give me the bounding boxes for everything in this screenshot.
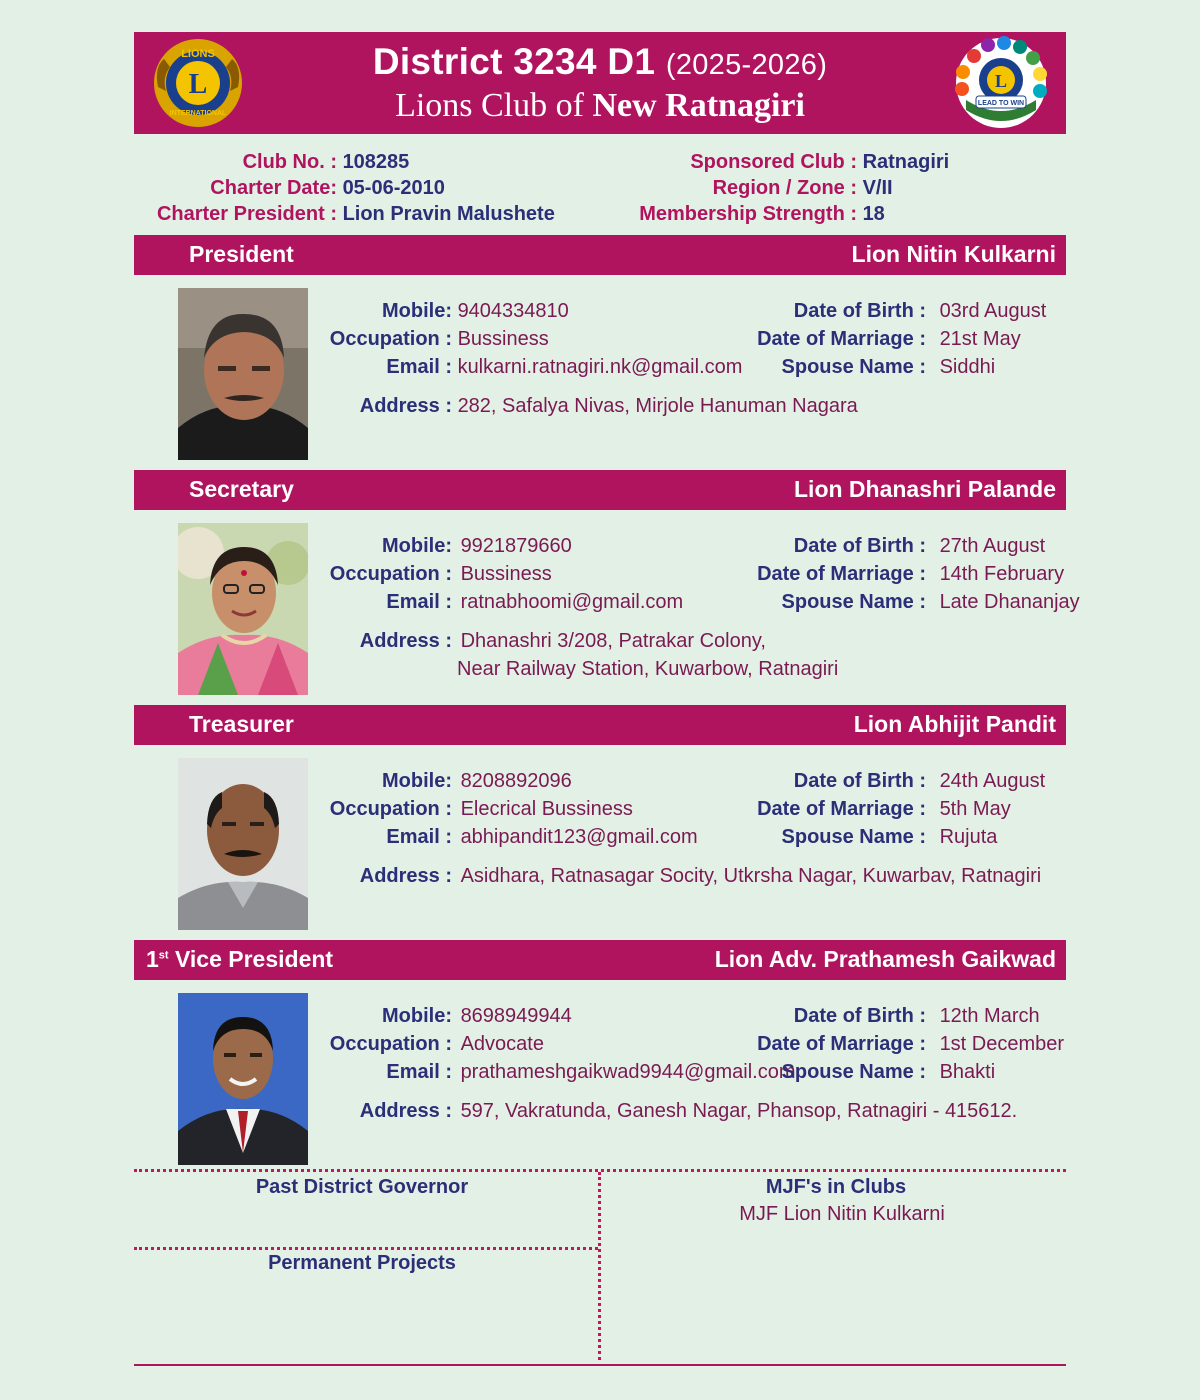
mobile-value: 9404334810 bbox=[457, 300, 569, 322]
footer-vertical-divider bbox=[598, 1172, 601, 1360]
treasurer-occupation bbox=[300, 798, 633, 821]
region-zone-value: V/II bbox=[862, 177, 893, 199]
vice-president-spouse bbox=[700, 1061, 995, 1084]
president-name: Lion Nitin Kulkarni bbox=[851, 241, 1056, 267]
dob-label: Date of Birth : bbox=[793, 535, 926, 557]
club-no-label: Club No. : bbox=[242, 151, 337, 173]
dom-label: Date of Marriage : bbox=[757, 328, 926, 350]
club-title bbox=[134, 87, 1066, 125]
vice-president-dom bbox=[700, 1033, 1064, 1056]
president-role: President bbox=[189, 241, 294, 267]
president-dom bbox=[700, 328, 1021, 351]
email-value: abhipandit123@gmail.com bbox=[460, 826, 698, 848]
email-label: Email : bbox=[386, 1061, 452, 1083]
occupation-label: Occupation : bbox=[329, 328, 452, 350]
club-no-row bbox=[150, 151, 409, 174]
club-info bbox=[0, 150, 1200, 230]
dom-value: 14th February bbox=[939, 563, 1065, 585]
treasurer-bar bbox=[134, 705, 1066, 745]
club-prefix: Lions Club of bbox=[395, 87, 584, 124]
charter-president-value: Lion Pravin Malushete bbox=[342, 203, 555, 225]
treasurer-address bbox=[300, 865, 1041, 888]
footer-bottom-line bbox=[134, 1364, 1066, 1366]
secretary-occupation bbox=[300, 563, 552, 586]
mobile-label: Mobile: bbox=[382, 300, 452, 322]
logo-left-top-text: LIONS bbox=[181, 48, 215, 60]
secretary-dom bbox=[700, 563, 1064, 586]
treasurer-spouse bbox=[700, 826, 997, 849]
president-address bbox=[300, 395, 858, 418]
spouse-label: Spouse Name : bbox=[781, 356, 926, 378]
president-occupation bbox=[300, 328, 549, 351]
membership-value: 18 bbox=[862, 203, 885, 225]
sponsored-club-label: Sponsored Club : bbox=[690, 151, 857, 173]
dob-label: Date of Birth : bbox=[793, 770, 926, 792]
secretary-name: Lion Dhanashri Palande bbox=[794, 476, 1056, 502]
charter-date-row bbox=[150, 177, 445, 200]
dob-value: 12th March bbox=[939, 1005, 1040, 1027]
mobile-value: 8208892096 bbox=[460, 770, 572, 792]
president-details bbox=[0, 300, 1200, 440]
spouse-value: Bhakti bbox=[939, 1061, 996, 1083]
address-label: Address : bbox=[359, 395, 452, 417]
district-title bbox=[134, 41, 1066, 83]
past-district-governor-title: Past District Governor bbox=[255, 1176, 469, 1198]
spouse-label: Spouse Name : bbox=[781, 591, 926, 613]
email-label: Email : bbox=[386, 591, 452, 613]
president-spouse bbox=[700, 356, 995, 379]
dom-value: 5th May bbox=[939, 798, 1011, 820]
email-value: prathameshgaikwad9944@gmail.com bbox=[460, 1061, 796, 1083]
treasurer-details bbox=[0, 770, 1200, 910]
secretary-spouse bbox=[700, 591, 1080, 614]
role-suffix: st bbox=[158, 949, 169, 962]
secretary-bar bbox=[134, 470, 1066, 510]
mobile-value: 8698949944 bbox=[460, 1005, 572, 1027]
region-zone-row bbox=[620, 177, 893, 200]
vice-president-details bbox=[0, 1005, 1200, 1145]
email-label: Email : bbox=[386, 356, 452, 378]
membership-label: Membership Strength : bbox=[639, 203, 857, 225]
occupation-value: Elecrical Bussiness bbox=[460, 798, 633, 820]
president-mobile bbox=[300, 300, 569, 323]
mobile-value: 9921879660 bbox=[460, 535, 572, 557]
charter-president-row bbox=[150, 203, 555, 226]
address-label: Address : bbox=[359, 865, 452, 887]
district-years: (2025-2026) bbox=[665, 49, 828, 81]
dob-value: 03rd August bbox=[939, 300, 1047, 322]
mjf-title: MJF's in Clubs bbox=[765, 1176, 907, 1198]
dom-label: Date of Marriage : bbox=[757, 563, 926, 585]
treasurer-mobile bbox=[300, 770, 572, 793]
club-name: New Ratnagiri bbox=[592, 87, 805, 124]
logo-right-text: LEAD TO WIN bbox=[977, 100, 1025, 107]
logo-left-letter: L bbox=[188, 69, 208, 100]
role-title: Vice President bbox=[174, 946, 334, 972]
dom-value: 1st December bbox=[939, 1033, 1065, 1055]
spouse-value: Late Dhananjay bbox=[939, 591, 1080, 613]
sponsored-club-row bbox=[620, 151, 949, 174]
mobile-label: Mobile: bbox=[382, 1005, 452, 1027]
charter-date-label: Charter Date: bbox=[210, 177, 337, 199]
occupation-value: Advocate bbox=[460, 1033, 544, 1055]
vice-president-role bbox=[146, 946, 333, 973]
secretary-address bbox=[300, 630, 766, 653]
vice-president-bar bbox=[134, 940, 1066, 980]
secretary-address-line2 bbox=[457, 658, 838, 681]
membership-row bbox=[620, 203, 885, 226]
dom-value: 21st May bbox=[939, 328, 1021, 350]
mobile-label: Mobile: bbox=[382, 770, 452, 792]
treasurer-role: Treasurer bbox=[189, 711, 294, 737]
mobile-label: Mobile: bbox=[382, 535, 452, 557]
address-label: Address : bbox=[359, 630, 452, 652]
vice-president-dob bbox=[700, 1005, 1040, 1028]
permanent-projects-title: Permanent Projects bbox=[268, 1252, 456, 1274]
district-name: District 3234 D1 bbox=[372, 41, 656, 82]
occupation-label: Occupation : bbox=[329, 798, 452, 820]
address-line2-value: Near Railway Station, Kuwarbow, Ratnagiri bbox=[457, 658, 839, 680]
address-value: 597, Vakratunda, Ganesh Nagar, Phansop, Ratnagiri - 415612. bbox=[460, 1100, 1018, 1122]
occupation-value: Bussiness bbox=[460, 563, 552, 585]
email-value: ratnabhoomi@gmail.com bbox=[460, 591, 684, 613]
email-label: Email : bbox=[386, 826, 452, 848]
spouse-value: Siddhi bbox=[939, 356, 996, 378]
vice-president-occupation bbox=[300, 1033, 544, 1056]
treasurer-dom bbox=[700, 798, 1011, 821]
spouse-label: Spouse Name : bbox=[781, 826, 926, 848]
address-value: Asidhara, Ratnasagar Socity, Utkrsha Nagar, Kuwarbav, Ratnagiri bbox=[460, 865, 1042, 887]
sponsored-club-value: Ratnagiri bbox=[862, 151, 950, 173]
mjf-value: MJF Lion Nitin Kulkarni bbox=[739, 1203, 945, 1225]
spouse-value: Rujuta bbox=[939, 826, 998, 848]
president-email bbox=[300, 356, 742, 379]
dom-label: Date of Marriage : bbox=[757, 1033, 926, 1055]
secretary-details bbox=[0, 535, 1200, 680]
logo-left-bottom-text: INTERNATIONAL bbox=[169, 110, 227, 117]
treasurer-email bbox=[300, 826, 698, 849]
secretary-role: Secretary bbox=[189, 476, 294, 502]
charter-president-label: Charter President : bbox=[156, 203, 337, 225]
vice-president-name: Lion Adv. Prathamesh Gaikwad bbox=[714, 946, 1056, 972]
secretary-dob bbox=[700, 535, 1045, 558]
dob-label: Date of Birth : bbox=[793, 1005, 926, 1027]
secretary-email bbox=[300, 591, 683, 614]
charter-date-value: 05-06-2010 bbox=[342, 177, 445, 199]
dom-label: Date of Marriage : bbox=[757, 798, 926, 820]
lead-to-win-logo bbox=[954, 36, 1048, 130]
dob-label: Date of Birth : bbox=[793, 300, 926, 322]
treasurer-name: Lion Abhijit Pandit bbox=[853, 711, 1056, 737]
spouse-label: Spouse Name : bbox=[781, 1061, 926, 1083]
club-no-value: 108285 bbox=[342, 151, 410, 173]
address-value: 282, Safalya Nivas, Mirjole Hanuman Nagara bbox=[457, 395, 858, 417]
occupation-value: Bussiness bbox=[457, 328, 549, 350]
occupation-label: Occupation : bbox=[329, 563, 452, 585]
address-label: Address : bbox=[359, 1100, 452, 1122]
footer-left-divider bbox=[134, 1247, 598, 1250]
president-dob bbox=[700, 300, 1046, 323]
vice-president-mobile bbox=[300, 1005, 572, 1028]
region-zone-label: Region / Zone : bbox=[712, 177, 857, 199]
role-number: 1 bbox=[146, 946, 159, 972]
header-banner bbox=[134, 32, 1066, 134]
email-value: kulkarni.ratnagiri.nk@gmail.com bbox=[457, 356, 743, 378]
dob-value: 27th August bbox=[939, 535, 1046, 557]
logo-right-letter: L bbox=[994, 71, 1008, 91]
secretary-mobile bbox=[300, 535, 572, 558]
vice-president-address bbox=[300, 1100, 1017, 1123]
treasurer-dob bbox=[700, 770, 1045, 793]
address-value: Dhanashri 3/208, Patrakar Colony, bbox=[460, 630, 766, 652]
president-bar bbox=[134, 235, 1066, 275]
dob-value: 24th August bbox=[939, 770, 1046, 792]
occupation-label: Occupation : bbox=[329, 1033, 452, 1055]
